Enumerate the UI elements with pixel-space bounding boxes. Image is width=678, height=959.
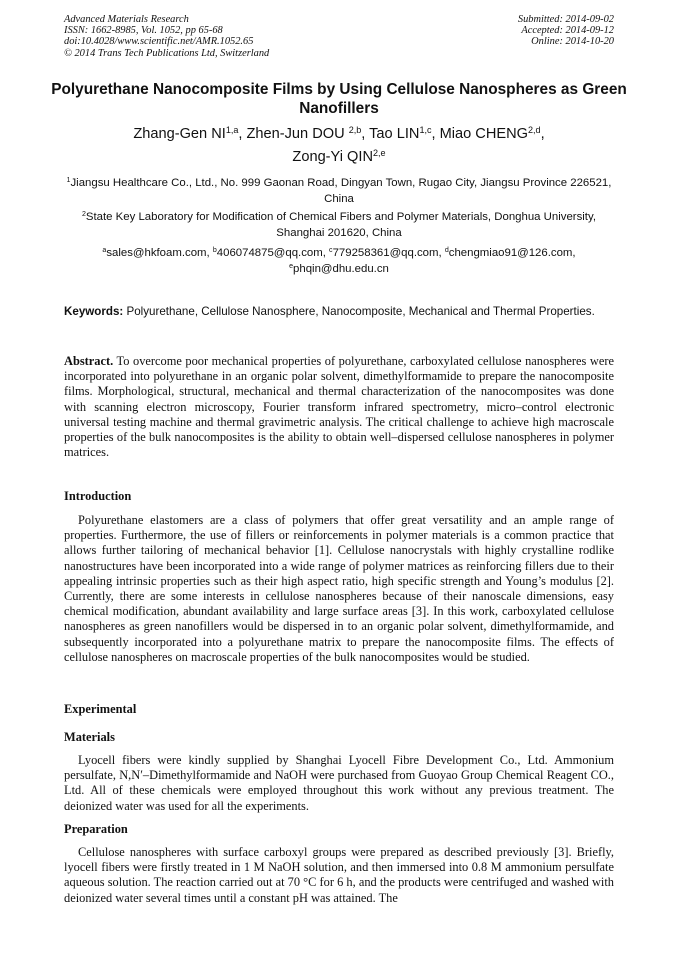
email-link[interactable]: $^d$chengmiao91@126.com, [444, 247, 576, 259]
abstract [64, 354, 614, 460]
author: Zhen-Jun DOU $^{2,b}$, [246, 125, 370, 142]
author: Tao LIN$^{1,c}$, [369, 125, 440, 142]
online-date: Online: 2014-10-20 [531, 36, 614, 48]
introduction-heading: Introduction [64, 489, 132, 503]
email-link[interactable]: $^b$406074875@qq.com, [212, 247, 330, 259]
email-link[interactable]: $^a$sales@hkfoam.com, [102, 247, 213, 259]
author: Zhang-Gen NI$^{1,a}$, [133, 125, 247, 142]
affiliation-1: $^1$Jiangsu Healthcare Co., Ltd., No. 999 Gaonan Road, Dingyan Town, Rugao City, Jiangsu Province 226521, China [66, 177, 612, 205]
submitted-date: Submitted: 2014-09-02 [517, 14, 614, 25]
author-list [40, 123, 638, 169]
email-list [60, 245, 618, 277]
doi-line: doi:10.4028/www.scientific.net/AMR.1052.65 [64, 36, 254, 48]
paper-title: Polyurethane Nanocomposite Films by Using Cellulose Nanospheres as Green Nanofillers [51, 81, 627, 117]
keywords-label: Keywords: [64, 305, 124, 318]
author: Zong-Yi QIN$^{2,e}$ [292, 148, 386, 165]
preparation-paragraph: Cellulose nanospheres with surface carboxyl groups were prepared as described previously [3]. Briefly, lyocell fibers were firstly treated in 1 M NaOH solution, and then immersed into 0.8 M ammonium persulfate aqueous solution. The reaction carried out at 70 °C for 6 h, and the products were centrifuged and washed with deionized water several times until a constant pH was attained. The [64, 845, 614, 905]
materials-heading: Materials [64, 730, 115, 744]
email-link[interactable]: $^c$779258361@qq.com, [329, 247, 445, 259]
keywords [64, 304, 614, 319]
author: Miao CHENG$^{2,d}$, [439, 125, 545, 142]
materials-paragraph: Lyocell fibers were kindly supplied by Shanghai Lyocell Fibre Development Co., Ltd. Ammonium persulfate, N,N′–Dimethylformamide and NaOH were purchased from Guoyao Group Chemical Reagent CO., Ltd. All of these chemicals were employed throughout this work without any previous treatment. The deionized water was used for all the experiments. [64, 753, 614, 813]
journal-header-right [518, 14, 614, 48]
affiliation-2: $^2$State Key Laboratory for Modification of Chemical Fibers and Polymer Materials, Donghua University, Shanghai 201620, China [82, 211, 596, 239]
issn-line: ISSN: 1662-8985, Vol. 1052, pp 65-68 [64, 25, 223, 37]
journal-header-left [64, 14, 269, 59]
preparation-heading: Preparation [64, 822, 128, 836]
journal-name: Advanced Materials Research [64, 14, 189, 25]
experimental-heading: Experimental [64, 702, 137, 716]
email-link[interactable]: $^e$phqin@dhu.edu.cn [289, 263, 389, 275]
abstract-label: Abstract. [64, 354, 114, 368]
introduction-paragraph: Polyurethane elastomers are a class of polymers that offer great versatility and an ample range of properties. Furthermore, the use of fillers or reinforcements in polymer materials is a common practice that allows further tailoring of mechanical behavior [1]. Cellulose nanocrystals with highly crystalline rodlike nanostructures have been incorporated into a wide range of polymer matrices as reinforcing fillers due to their appealing intrinsic properties such as their high aspect ratio, high specific strength and Young’s modulus [2]. Currently, there are some interests in cellulose nanospheres because of their nanoscale dimensions, easy chemical modification, abundant availability and large surface areas [3]. In this work, carboxylated cellulose nanospheres as green nanofillers would be dispersed in to an organic polar solvent, dimethylformamide, and subsequently incorporated into a polyurethane matrix to prepare the nanocomposite films. The effects of cellulose nanospheres on macroscale properties of the bulk nanocomposites would be studied. [64, 513, 614, 664]
copyright-line: © 2014 Trans Tech Publications Ltd, Switzerland [64, 47, 270, 59]
keywords-text: Polyurethane, Cellulose Nanosphere, Nanocomposite, Mechanical and Thermal Properties. [123, 305, 595, 318]
accepted-date: Accepted: 2014-09-12 [521, 25, 614, 37]
abstract-text: To overcome poor mechanical properties of polyurethane, carboxylated cellulose nanospheres were incorporated into polyurethane in an organic polar solvent, dimethylformamide to prepare the nanocomposite films. Morphological, structural, mechanical and thermal characterization of the nanocomposites was done with scanning electron microscopy, Fourier transform infrared spectrometry, micro–control electronic universal testing machine and thermal gravimetric analysis. The critical challenge to achieve high macroscale properties of the bulk nanocomposites is the ability to obtain well–dispersed cellulose nanospheres in polymer matrices. [64, 354, 614, 460]
